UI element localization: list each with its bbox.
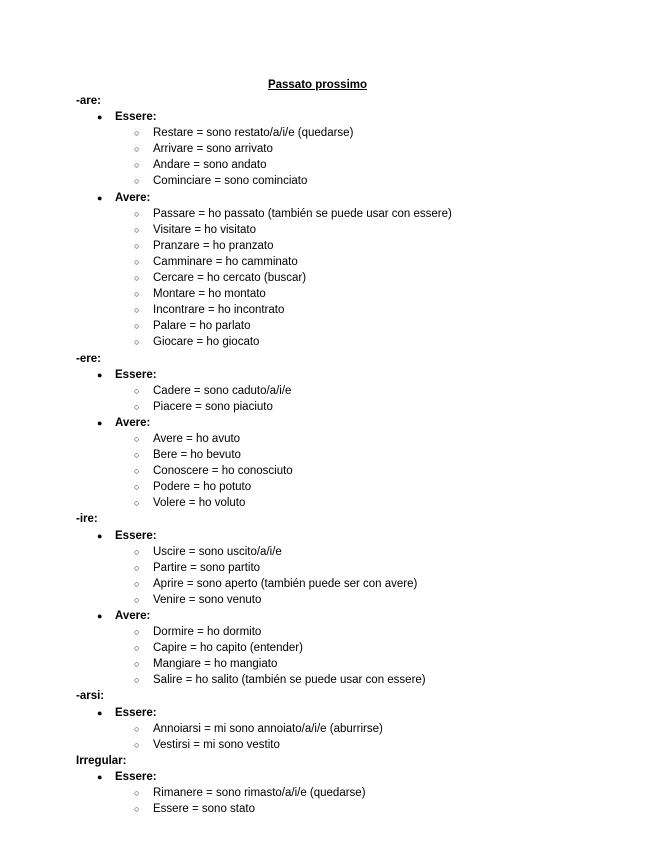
verb-entry-text: Annoiarsi = mi sono annoiato/a/i/e (aburrirse): [153, 722, 383, 735]
hollow-bullet-icon: ○: [134, 224, 140, 235]
verb-entry-text: Cercare = ho cercato (buscar): [153, 272, 307, 285]
verb-list-item: [0, 399, 655, 415]
verb-entry-text: Dormire = ho dormito: [153, 626, 262, 639]
verb-list-item: [0, 157, 655, 173]
verb-entry-text: Volere = ho voluto: [153, 497, 246, 510]
hollow-bullet-icon: ○: [134, 546, 140, 557]
hollow-bullet-icon: ○: [134, 482, 140, 493]
group-label: Essere:: [115, 529, 157, 542]
verb-list-item: [0, 737, 655, 753]
verb-entry-text: Aprire = sono aperto (también puede ser con avere): [153, 577, 418, 590]
verb-entry-text: Montare = ho montato: [153, 288, 266, 301]
group-list-item: [0, 528, 655, 544]
verb-list-item: [0, 302, 655, 318]
verb-list-item: [0, 334, 655, 350]
hollow-bullet-icon: ○: [134, 289, 140, 300]
verb-list-item: [0, 125, 655, 141]
verb-entry-text: Giocare = ho giocato: [153, 336, 260, 349]
filled-bullet-icon: ●: [97, 112, 103, 123]
verb-entry-text: Conoscere = ho conosciuto: [153, 465, 293, 478]
verb-list-item: [0, 495, 655, 511]
verb-list-item: [0, 624, 655, 640]
group-list-item: [0, 109, 655, 125]
verb-entry-text: Pranzare = ho pranzato: [153, 239, 274, 252]
verb-list-item: [0, 801, 655, 817]
hollow-bullet-icon: ○: [134, 578, 140, 589]
verb-list-item: [0, 431, 655, 447]
section-heading: -are:: [76, 95, 101, 107]
verb-list-item: [0, 222, 655, 238]
verb-entry-text: Salire = ho salito (también se puede usar con essere): [153, 674, 426, 687]
verb-list-item: [0, 206, 655, 222]
verb-list-item: [0, 785, 655, 801]
verb-entry-text: Camminare = ho camminato: [153, 255, 298, 268]
verb-entry-text: Vestirsi = mi sono vestito: [153, 738, 280, 751]
hollow-bullet-icon: ○: [134, 401, 140, 412]
section-heading: Irregular:: [76, 754, 127, 767]
verb-list-item: [0, 318, 655, 334]
group-label: Essere:: [115, 770, 157, 783]
hollow-bullet-icon: ○: [134, 433, 140, 444]
group-list-item: [0, 415, 655, 431]
hollow-bullet-icon: ○: [134, 240, 140, 251]
group-list-item: [0, 705, 655, 721]
group-label: Essere:: [115, 706, 157, 719]
hollow-bullet-icon: ○: [134, 594, 140, 605]
verb-list-item: [0, 270, 655, 286]
verb-list-item: [0, 173, 655, 189]
hollow-bullet-icon: ○: [134, 627, 140, 638]
verb-entry-text: Avere = ho avuto: [153, 432, 241, 445]
hollow-bullet-icon: ○: [134, 160, 140, 171]
verb-list-item: [0, 463, 655, 479]
verb-entry-text: Andare = sono andato: [153, 159, 267, 172]
filled-bullet-icon: ●: [97, 771, 103, 782]
hollow-bullet-icon: ○: [134, 144, 140, 155]
hollow-bullet-icon: ○: [134, 176, 140, 187]
hollow-bullet-icon: ○: [134, 273, 140, 284]
group-label: Avere:: [115, 191, 151, 204]
verb-entry-text: Rimanere = sono rimasto/a/i/e (quedarse): [153, 787, 366, 800]
verb-list-item: [0, 479, 655, 495]
page-title: Passato prossimo: [267, 79, 368, 91]
verb-list-item: [0, 560, 655, 576]
hollow-bullet-icon: ○: [134, 562, 140, 573]
document-body: [0, 93, 655, 817]
hollow-bullet-icon: ○: [134, 466, 140, 477]
hollow-bullet-icon: ○: [134, 128, 140, 139]
verb-entry-text: Capire = ho capito (entender): [153, 642, 303, 655]
verb-entry-text: Arrivare = sono arrivato: [153, 143, 273, 156]
hollow-bullet-icon: ○: [134, 337, 140, 348]
verb-entry-text: Venire = sono venuto: [153, 593, 262, 606]
verb-list-item: [0, 238, 655, 254]
verb-list-item: [0, 254, 655, 270]
hollow-bullet-icon: ○: [134, 305, 140, 316]
hollow-bullet-icon: ○: [134, 385, 140, 396]
section-heading: -ere:: [76, 352, 101, 365]
filled-bullet-icon: ●: [97, 530, 103, 541]
group-label: Essere:: [115, 111, 157, 124]
verb-list-item: [0, 383, 655, 399]
verb-list-item: [0, 447, 655, 463]
verb-entry-text: Mangiare = ho mangiato: [153, 658, 278, 671]
verb-entry-text: Podere = ho potuto: [153, 481, 252, 494]
hollow-bullet-icon: ○: [134, 739, 140, 750]
verb-entry-text: Uscire = sono uscito/a/i/e: [153, 545, 282, 558]
section-heading: -arsi:: [76, 690, 105, 703]
verb-list-item: [0, 592, 655, 608]
verb-list-item: [0, 656, 655, 672]
filled-bullet-icon: ●: [97, 707, 103, 718]
verb-entry-text: Partire = sono partito: [153, 561, 261, 574]
group-label: Avere:: [115, 610, 151, 622]
verb-entry-text: Cadere = sono caduto/a/i/e: [153, 384, 292, 397]
filled-bullet-icon: ●: [97, 369, 103, 380]
group-list-item: [0, 769, 655, 785]
hollow-bullet-icon: ○: [134, 659, 140, 670]
verb-list-item: [0, 544, 655, 560]
hollow-bullet-icon: ○: [134, 450, 140, 461]
hollow-bullet-icon: ○: [134, 321, 140, 332]
filled-bullet-icon: ●: [97, 611, 103, 621]
verb-entry-text: Piacere = sono piaciuto: [153, 400, 273, 413]
verb-entry-text: Palare = ho parlato: [153, 320, 251, 333]
hollow-bullet-icon: ○: [134, 256, 140, 267]
hollow-bullet-icon: ○: [134, 498, 140, 509]
group-label: Essere:: [115, 368, 157, 381]
hollow-bullet-icon: ○: [134, 643, 140, 654]
verb-entry-text: Incontrare = ho incontrato: [153, 304, 285, 317]
group-list-item: [0, 608, 655, 624]
group-label: Avere:: [115, 416, 151, 429]
verb-entry-text: Cominciare = sono cominciato: [153, 175, 308, 188]
verb-entry-text: Bere = ho bevuto: [153, 449, 241, 462]
verb-list-item: [0, 576, 655, 592]
verb-list-item: [0, 721, 655, 737]
verb-list-item: [0, 672, 655, 688]
verb-list-item: [0, 286, 655, 302]
filled-bullet-icon: ●: [97, 417, 103, 428]
verb-entry-text: Passare = ho passato (también se puede usar con essere): [153, 207, 452, 220]
hollow-bullet-icon: ○: [134, 723, 140, 734]
hollow-bullet-icon: ○: [134, 675, 140, 686]
hollow-bullet-icon: ○: [134, 208, 140, 219]
group-list-item: [0, 367, 655, 383]
verb-list-item: [0, 640, 655, 656]
section-heading: -ire:: [76, 513, 98, 526]
group-list-item: [0, 190, 655, 206]
filled-bullet-icon: ●: [97, 192, 103, 203]
verb-entry-text: Essere = sono stato: [153, 803, 255, 816]
hollow-bullet-icon: ○: [134, 788, 140, 799]
verb-entry-text: Restare = sono restato/a/i/e (quedarse): [153, 127, 354, 140]
verb-list-item: [0, 141, 655, 157]
hollow-bullet-icon: ○: [134, 804, 140, 815]
verb-entry-text: Visitare = ho visitato: [153, 223, 257, 236]
